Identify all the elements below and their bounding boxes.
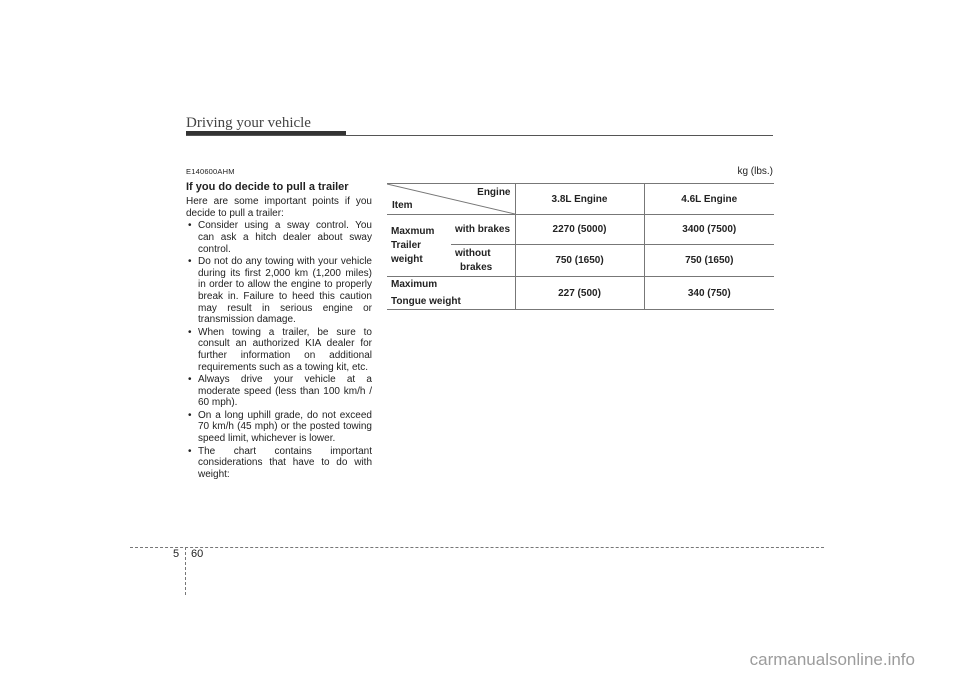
bullet-list (186, 220, 372, 480)
table-cell: 340 (750) (644, 277, 774, 310)
bullet-icon: • (188, 409, 192, 421)
bullet-icon: • (188, 220, 192, 232)
bullet-icon: • (188, 445, 192, 457)
table-row (387, 277, 774, 310)
row-sub-label: with brakes (451, 215, 515, 245)
list-item: • Consider using a sway control. You can ask a hitch dealer about sway control. (188, 220, 372, 255)
unit-label: kg (lbs.) (737, 166, 773, 177)
row-group-label: Maximum Tongue weight (387, 277, 515, 310)
bullet-icon: • (188, 374, 192, 386)
trailer-weight-table (387, 183, 774, 310)
corner-item-label: Item (392, 200, 413, 211)
corner-engine-label: Engine (477, 187, 511, 198)
table-cell: 227 (500) (515, 277, 644, 310)
list-item: • Always drive your vehicle at a moderate speed (less than 100 km/h / 60 mph). (188, 374, 372, 409)
list-item: • On a long uphill grade, do not exceed 70 km/h (45 mph) or the posted towing speed limit, whichever is lower. (188, 409, 372, 445)
trailer-section (186, 166, 372, 480)
row-sub-label: without brakes (451, 245, 515, 277)
footer-rule (130, 547, 824, 548)
table-corner-cell (387, 184, 515, 215)
table-cell: 2270 (5000) (515, 215, 644, 245)
bullet-icon: • (188, 256, 192, 268)
chapter-number: 5 (173, 548, 180, 560)
column-header: 3.8L Engine (515, 184, 644, 215)
list-item: • Do not do any towing with your vehicle during its first 2,000 km (1,200 miles) in order to allow the engine to properly break in. Failure to heed this caution may result in serious engine or transmission damage. (188, 256, 372, 326)
table-row (387, 215, 774, 245)
section-code: E140600AHM (186, 167, 235, 176)
page-header-title: Driving your vehicle (186, 115, 311, 131)
table-cell: 3400 (7500) (644, 215, 774, 245)
page-number: 60 (191, 548, 204, 560)
column-header: 4.6L Engine (644, 184, 774, 215)
section-intro: Here are some important points if you decide to pull a trailer: (186, 196, 372, 219)
section-heading: If you do decide to pull a trailer (186, 180, 349, 193)
table-cell: 750 (1650) (644, 245, 774, 277)
header-rule (186, 135, 773, 136)
footer-divider (185, 547, 186, 595)
table-cell: 750 (1650) (515, 245, 644, 277)
bullet-icon: • (188, 326, 192, 338)
list-item: • The chart contains important considerations that have to do with weight: (188, 445, 372, 480)
table-header-row (387, 184, 774, 215)
list-item: • When towing a trailer, be sure to consult an authorized KIA dealer for further information on additional requirements such as a towing kit, etc. (188, 326, 372, 373)
row-group-label: Maxmum Trailer weight (387, 215, 451, 277)
watermark-text: carmanualsonline.info (749, 650, 915, 669)
